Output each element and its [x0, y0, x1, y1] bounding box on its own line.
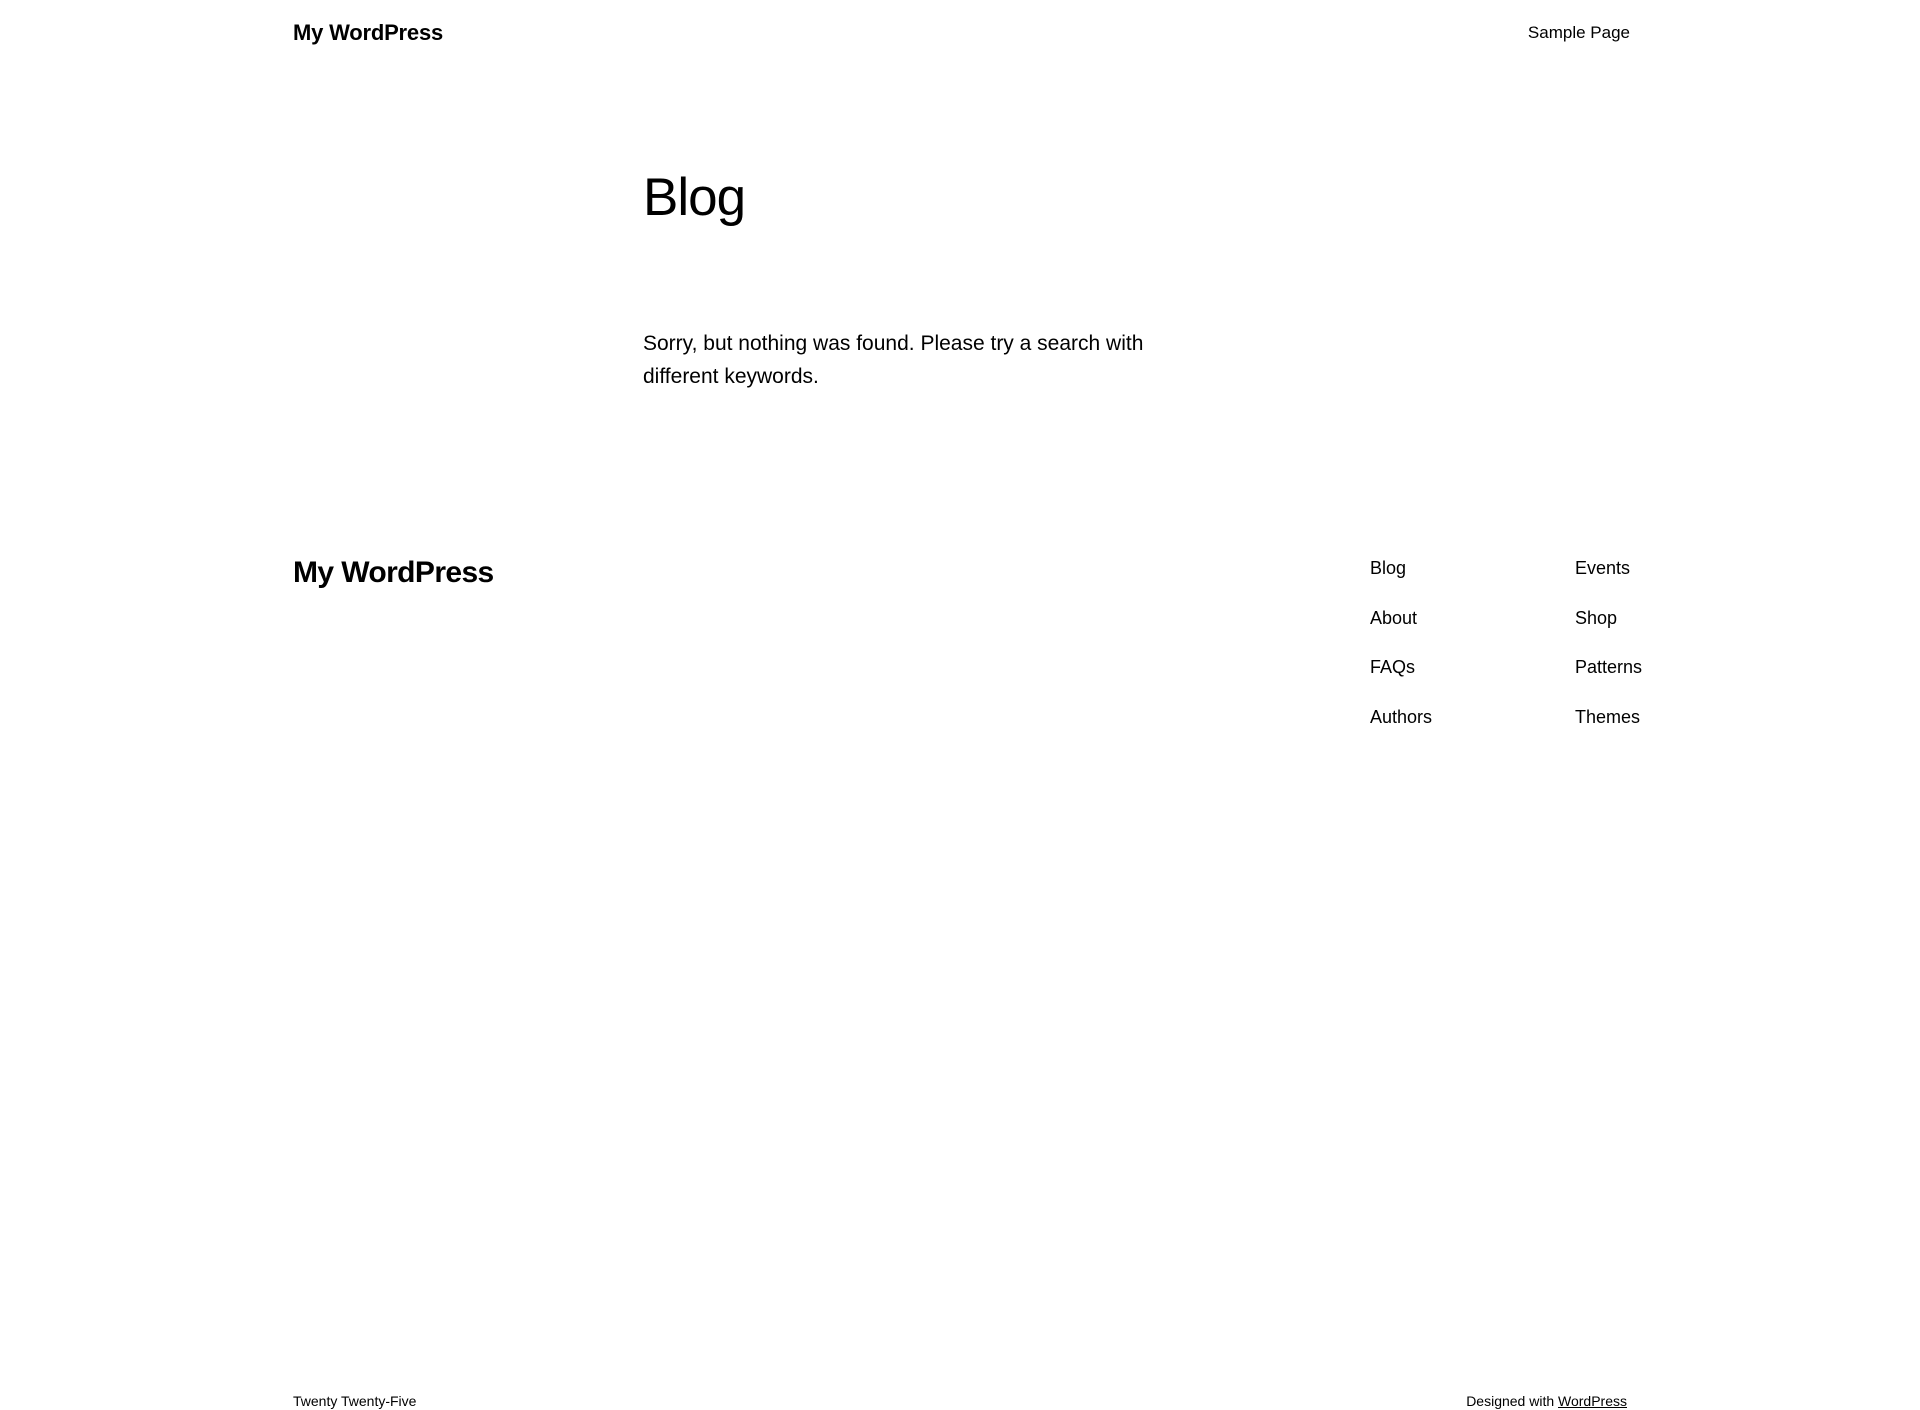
site-title[interactable]: My WordPress [293, 20, 444, 45]
page-title: Blog [643, 167, 746, 227]
no-results-message: Sorry, but nothing was found. Please try a search with different keywords. [643, 332, 1144, 388]
nav-item-sample-page[interactable]: Sample Page [1527, 23, 1630, 42]
footer-bottom-bar [0, 1380, 1920, 1409]
footer-link-shop[interactable]: Shop [1575, 607, 1618, 628]
footer-link-themes[interactable]: Themes [1575, 706, 1641, 727]
footer-link-patterns[interactable]: Patterns [1575, 657, 1643, 677]
footer-link-authors[interactable]: Authors [1370, 706, 1433, 727]
designed-with-prefix: Designed with [1466, 1393, 1559, 1409]
theme-credit: Twenty Twenty-Five [293, 1393, 417, 1409]
site-header [0, 0, 1920, 70]
designed-with-credit [1466, 1392, 1627, 1410]
footer-link-events[interactable]: Events [1575, 558, 1631, 578]
footer-nav-column-1 [1370, 557, 1575, 755]
footer-site-title[interactable]: My WordPress [293, 556, 494, 589]
footer-link-faqs[interactable]: FAQs [1370, 657, 1416, 677]
footer-link-blog[interactable]: Blog [1370, 558, 1407, 578]
footer-navigation [1370, 557, 1780, 755]
footer-nav-column-2 [1575, 557, 1780, 755]
header-navigation [270, 22, 1920, 44]
wordpress-link[interactable]: WordPress [1558, 1393, 1627, 1409]
footer-link-about[interactable]: About [1370, 607, 1418, 628]
